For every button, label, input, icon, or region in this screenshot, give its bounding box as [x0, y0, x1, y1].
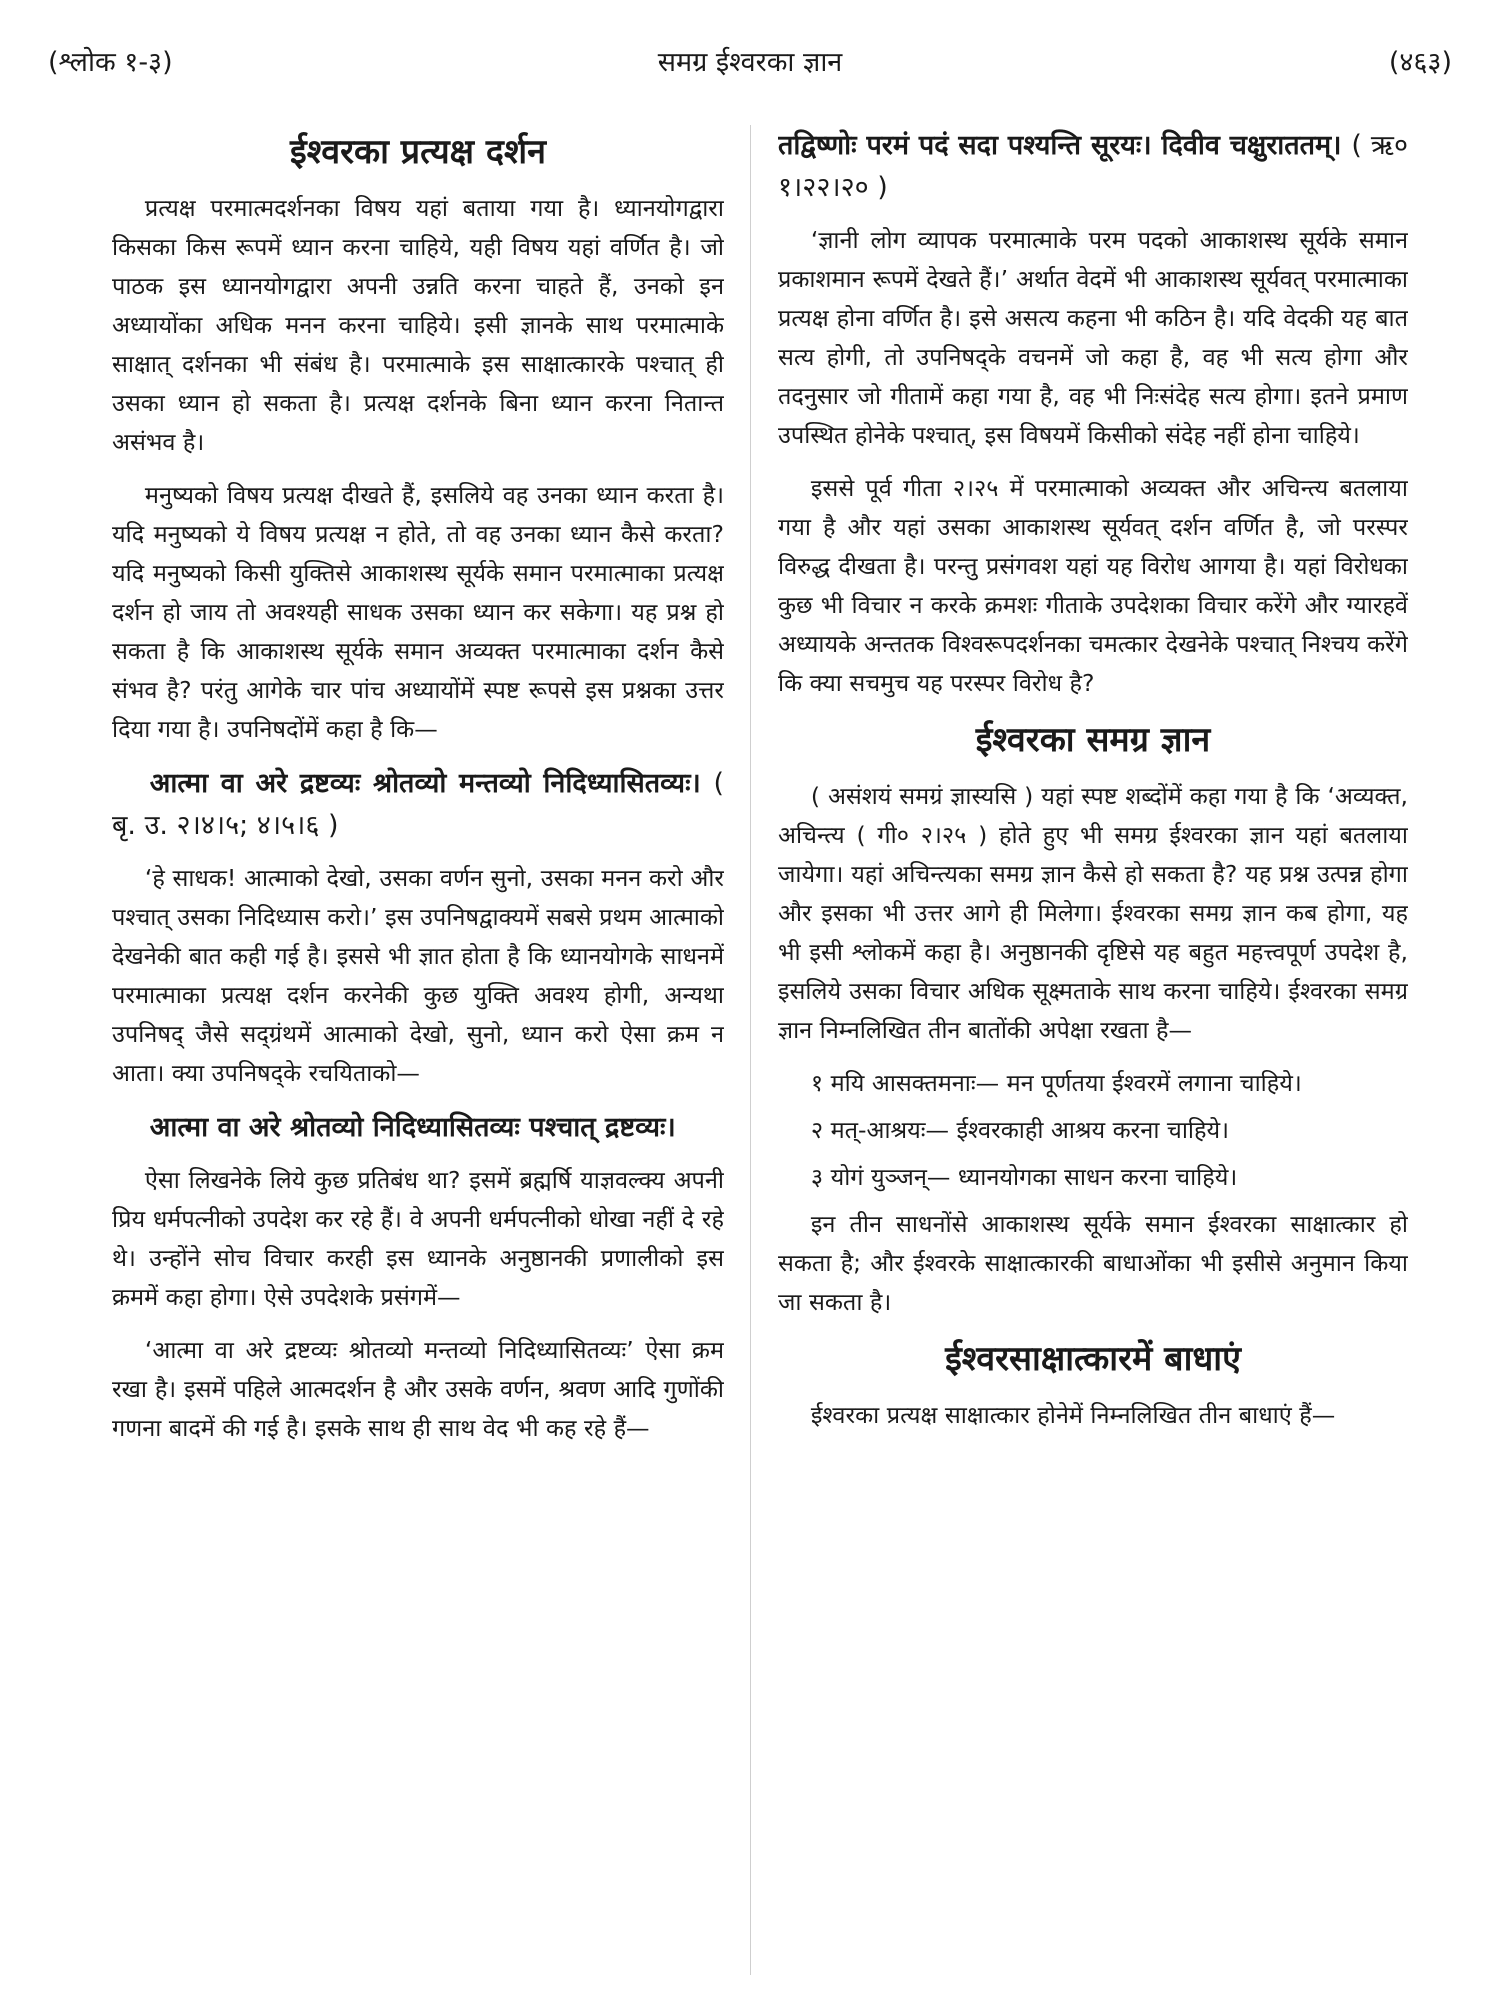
running-header: [48, 42, 1452, 82]
sanskrit-verse: आत्मा वा अरे श्रोतव्यो निदिध्यासितव्यः पश्चात् द्रष्टव्यः।: [149, 1112, 676, 1143]
column-divider: [750, 125, 751, 1975]
section-heading-pratyaksh-darshan: ईश्वरका प्रत्यक्ष दर्शन: [290, 132, 546, 172]
section-heading-badhayen: ईश्वरसाक्षात्कारमें बाधाएं: [945, 1339, 1241, 1379]
paragraph: ( असंशयं समग्रं ज्ञास्यसि ) यहां स्पष्ट शब्दोंमें कहा गया है कि ‘अव्यक्त, अचिन्त्य ( गी० २।२५ ) होते हुए भी समग्र ईश्वरका ज्ञान यहां बतलाया जायेगा। यहां अचिन्त्यका समग्र ज्ञान कैसे हो सकता है? यह प्रश्न उत्पन्न होगा और इसका भी उत्तर आगे ही मिलेगा। ईश्वरका समग्र ज्ञान कब होगा, यह भी इसी श्लोकमें कहा है। अनुष्ठानकी दृष्टिसे यह बहुत महत्त्वपूर्ण उपदेश है, इसलिये उसका विचार अधिक सूक्ष्मताके साथ करना चाहिये। ईश्वरका समग्र ज्ञान निम्नलिखित तीन बातोंकी अपेक्षा रखता है—: [778, 782, 1408, 1044]
right-column: [778, 125, 1408, 1975]
sanskrit-verse: [112, 763, 724, 847]
paragraph: ‘ज्ञानी लोग व्यापक परमात्माके परम पदको आकाशस्थ सूर्यके समान प्रकाशमान रूपमें देखते हैं।’ अर्थात वेदमें भी आकाशस्थ सूर्यवत् परमात्माका प्रत्यक्ष होना वर्णित है। इसे असत्य कहना भी कठिन है। यदि वेदकी यह बात सत्य होगी, तो उपनिषद्के वचनमें जो कहा है, वह भी सत्य होगा और तदनुसार जो गीतामें कहा गया है, वह भी निःसंदेह सत्य होगा। इतने प्रमाण उपस्थित होनेके पश्चात्, इस विषयमें किसीको संदेह नहीं होना चाहिये।: [778, 226, 1408, 449]
header-verse-range: (श्लोक १-३): [48, 47, 173, 78]
header-page-number: (४६३): [1388, 47, 1452, 78]
paragraph: प्रत्यक्ष परमात्मदर्शनका विषय यहां बताया गया है। ध्यानयोगद्वारा किसका किस रूपमें ध्यान करना चाहिये, यही विषय यहां वर्णित है। जो पाठक इस ध्यानयोगद्वारा अपनी उन्नति करना चाहते हैं, उनको इन अध्यायोंका अधिक मनन करना चाहिये। इसी ज्ञानके साथ परमात्माके साक्षात् दर्शनका भी संबंध है। परमात्माके इस साक्षात्कारके पश्चात् ही उसका ध्यान हो सकता है। प्रत्यक्ष दर्शनके बिना ध्यान करना नितान्त असंभव है।: [112, 194, 724, 456]
left-column: [112, 125, 724, 1975]
paragraph: इन तीन साधनोंसे आकाशस्थ सूर्यके समान ईश्वरका साक्षात्कार हो सकता है; और ईश्वरके साक्षात्कारकी बाधाओंका भी इसीसे अनुमान किया जा सकता है।: [778, 1210, 1408, 1316]
verse-reference: ( बृ. उ. २।४।५; ४।५।६ ): [112, 768, 724, 841]
paragraph: ईश्वरका प्रत्यक्ष साक्षात्कार होनेमें निम्नलिखित तीन बाधाएं हैं—: [810, 1401, 1336, 1429]
paragraph: ऐसा लिखनेके लिये कुछ प्रतिबंध था? इसमें ब्रह्मर्षि याज्ञवल्क्य अपनी प्रिय धर्मपत्नीको उपदेश कर रहे हैं। वे अपनी धर्मपत्नीको धोखा नहीं दे रहे थे। उन्होंने सोच विचार करही इस ध्यानके अनुष्ठानकी प्रणालीको इस क्रममें कहा होगा। ऐसे उपदेशके प्रसंगमें—: [112, 1166, 724, 1311]
verse-text: आत्मा वा अरे द्रष्टव्यः श्रोतव्यो मन्तव्यो निदिध्यासितव्यः।: [149, 768, 701, 799]
verse-text: तद्विष्णोः परमं पदं सदा पश्यन्ति सूरयः। दिवीव चक्षुराततम्।: [778, 130, 1342, 161]
paragraph: ‘आत्मा वा अरे द्रष्टव्यः श्रोतव्यो मन्तव्यो निदिध्यासितव्यः’ ऐसा क्रम रखा है। इसमें पहिले आत्मदर्शन है और उसके वर्णन, श्रवण आदि गुणोंकी गणना बादमें की गई है। इसके साथ ही साथ वेद भी कह रहे हैं—: [112, 1336, 724, 1442]
list-item: २ मत्-आश्रयः— ईश्वरकाही आश्रय करना चाहिये।: [810, 1116, 1230, 1144]
paragraph: मनुष्यको विषय प्रत्यक्ष दीखते हैं, इसलिये वह उनका ध्यान करता है। यदि मनुष्यको ये विषय प्रत्यक्ष न होते, तो वह उनका ध्यान कैसे करता? यदि मनुष्यको किसी युक्तिसे आकाशस्थ सूर्यके समान परमात्माका प्रत्यक्ष दर्शन हो जाय तो अवश्यही साधक उसका ध्यान कर सकेगा। यह प्रश्न हो सकता है कि आकाशस्थ सूर्यके समान अव्यक्त परमात्माका दर्शन कैसे संभव है? परंतु आगेके चार पांच अध्यायोंमें स्पष्ट रूपसे इस प्रश्नका उत्तर दिया गया है। उपनिषदोंमें कहा है कि—: [112, 481, 724, 743]
header-chapter-title: समग्र ईश्वरका ज्ञान: [657, 47, 843, 78]
paragraph: ‘हे साधक! आत्माको देखो, उसका वर्णन सुनो, उसका मनन करो और पश्चात् उसका निदिध्यास करो।’ इस उपनिषद्वाक्यमें सबसे प्रथम आत्माको देखनेकी बात कही गई है। इससे भी ज्ञात होता है कि ध्यानयोगके साधनमें परमात्माका प्रत्यक्ष दर्शन करनेकी कुछ युक्ति अवश्य होगी, अन्यथा उपनिषद् जैसे सद्ग्रंथमें आत्माको देखो, सुनो, ध्यान करो ऐसा क्रम न आता। क्या उपनिषद्के रचयिताको—: [112, 864, 724, 1087]
sanskrit-verse: [778, 125, 1408, 209]
verse-reference: ( ऋ० १।२२।२० ): [778, 130, 1408, 203]
section-heading-samagra-jnan: ईश्वरका समग्र ज्ञान: [975, 720, 1211, 760]
list-item: १ मयि आसक्तमनाः— मन पूर्णतया ईश्वरमें लगाना चाहिये।: [810, 1069, 1302, 1097]
list-item: ३ योगं युञ्जन्— ध्यानयोगका साधन करना चाहिये।: [810, 1163, 1238, 1191]
paragraph: इससे पूर्व गीता २।२५ में परमात्माको अव्यक्त और अचिन्त्य बतलाया गया है और यहां उसका आकाशस्थ सूर्यवत् दर्शन वर्णित है, जो परस्पर विरुद्ध दीखता है। परन्तु प्रसंगवश यहां यह विरोध आगया है। यहां विरोधका कुछ भी विचार न करके क्रमशः गीताके उपदेशका विचार करेंगे और ग्यारहवें अध्यायके अन्ततक विश्वरूपदर्शनका चमत्कार देखनेके पश्चात् निश्चय करेंगे कि क्या सचमुच यह परस्पर विरोध है?: [778, 474, 1408, 697]
